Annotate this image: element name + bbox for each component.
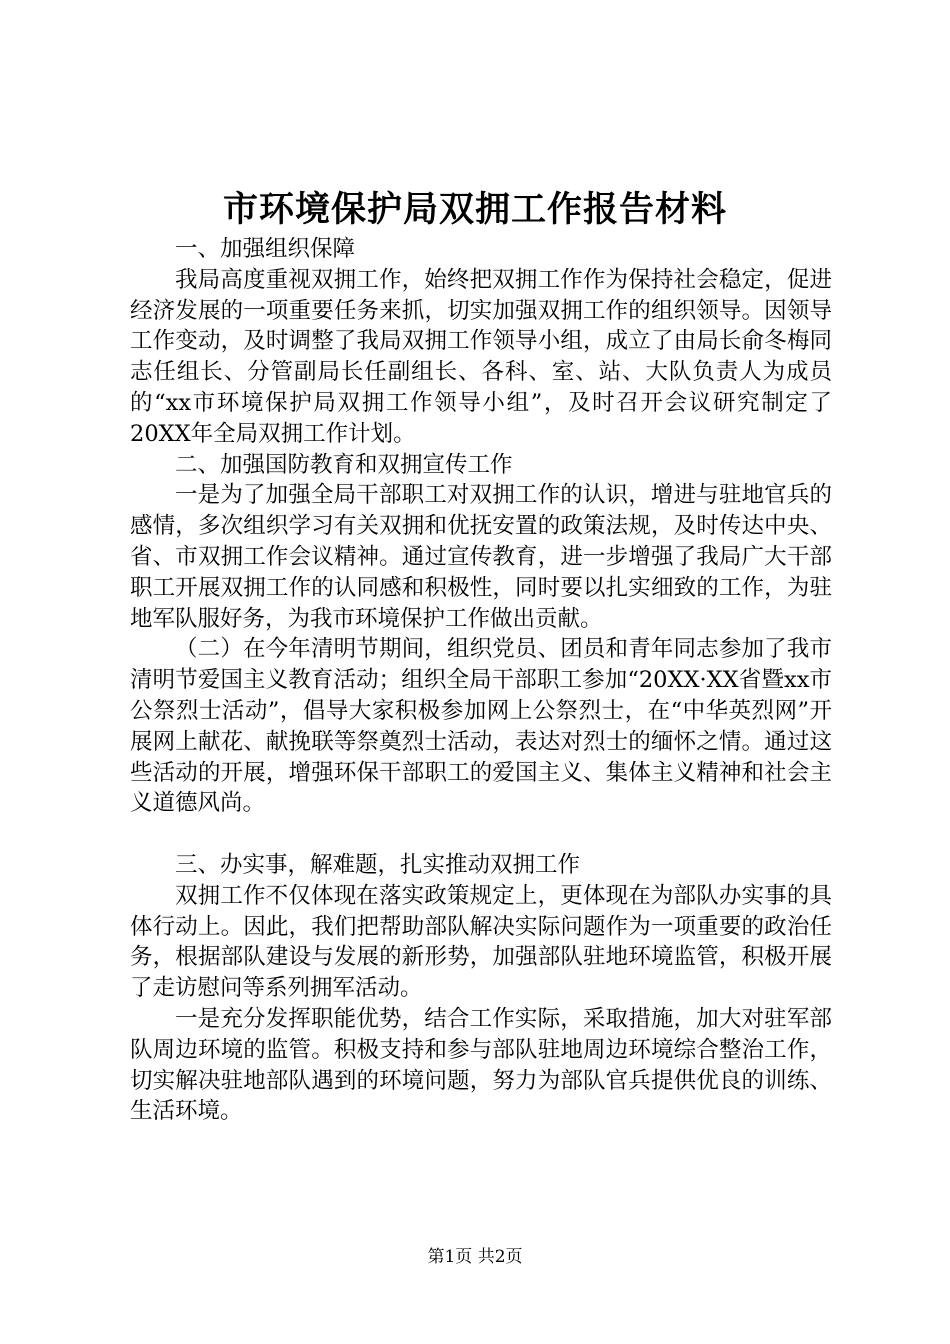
page-number-footer: 第1页 共2页 (427, 1247, 523, 1267)
paragraph: 一是为了加强全局干部职工对双拥工作的认识，增进与驻地官兵的感情，多次组织学习有关双拥和优抚安置的政策法规，及时传达中央、省、市双拥工作会议精神。通过宣传教育，进一步增强了我局广大干部职工开展双拥工作的认同感和积极性，同时要以扎实细致的工作，为驻地军队服好务，为我市环境保护工作做出贡献。 (130, 482, 832, 632)
paragraph: 一是充分发挥职能优势，结合工作实际，采取措施，加大对驻军部队周边环境的监管。积极支持和参与部队驻地周边环境综合整治工作，切实解决驻地部队遇到的环境问题，努力为部队官兵提供优良的训练、生活环境。 (130, 1005, 832, 1125)
document-title: 市环境保护局双拥工作报告材料 (222, 189, 727, 230)
section-heading-2: 二、加强国防教育和双拥宣传工作 (175, 451, 513, 478)
paragraph: 双拥工作不仅体现在落实政策规定上，更体现在为部队办实事的具体行动上。因此，我们把帮助部队解决实际问题作为一项重要的政治任务，根据部队建设与发展的新形势，加强部队驻地环境监管，积极开展了走访慰问等系列拥军活动。 (130, 882, 832, 1002)
document-body (130, 234, 832, 1127)
section-heading-1: 一、加强组织保障 (175, 236, 356, 262)
blank-line (130, 819, 832, 850)
paragraph: （二）在今年清明节期间，组织党员、团员和青年同志参加了我市清明节爱国主义教育活动；组织全局干部职工参加“20XX·XX省暨xx市公祭烈士活动”，倡导大家积极参加网上公祭烈士，在“中华英烈网”开展网上献花、献挽联等祭奠烈士活动，表达对烈士的缅怀之情。通过这些活动的开展，增强环保干部职工的爱国主义、集体主义精神和社会主义道德风尚。 (130, 636, 832, 817)
paragraph: 我局高度重视双拥工作，始终把双拥工作作为保持社会稳定，促进经济发展的一项重要任务来抓，切实加强双拥工作的组织领导。因领导工作变动，及时调整了我局双拥工作领导小组，成立了由局长俞冬梅同志任组长、分管副局长任副组长、各科、室、站、大队负责人为成员的“xx市环境保护局双拥工作领导小组”，及时召开会议研究制定了20XX年全局双拥工作计划。 (130, 266, 832, 447)
section-heading-3: 三、办实事，解难题，扎实推动双拥工作 (175, 851, 581, 878)
